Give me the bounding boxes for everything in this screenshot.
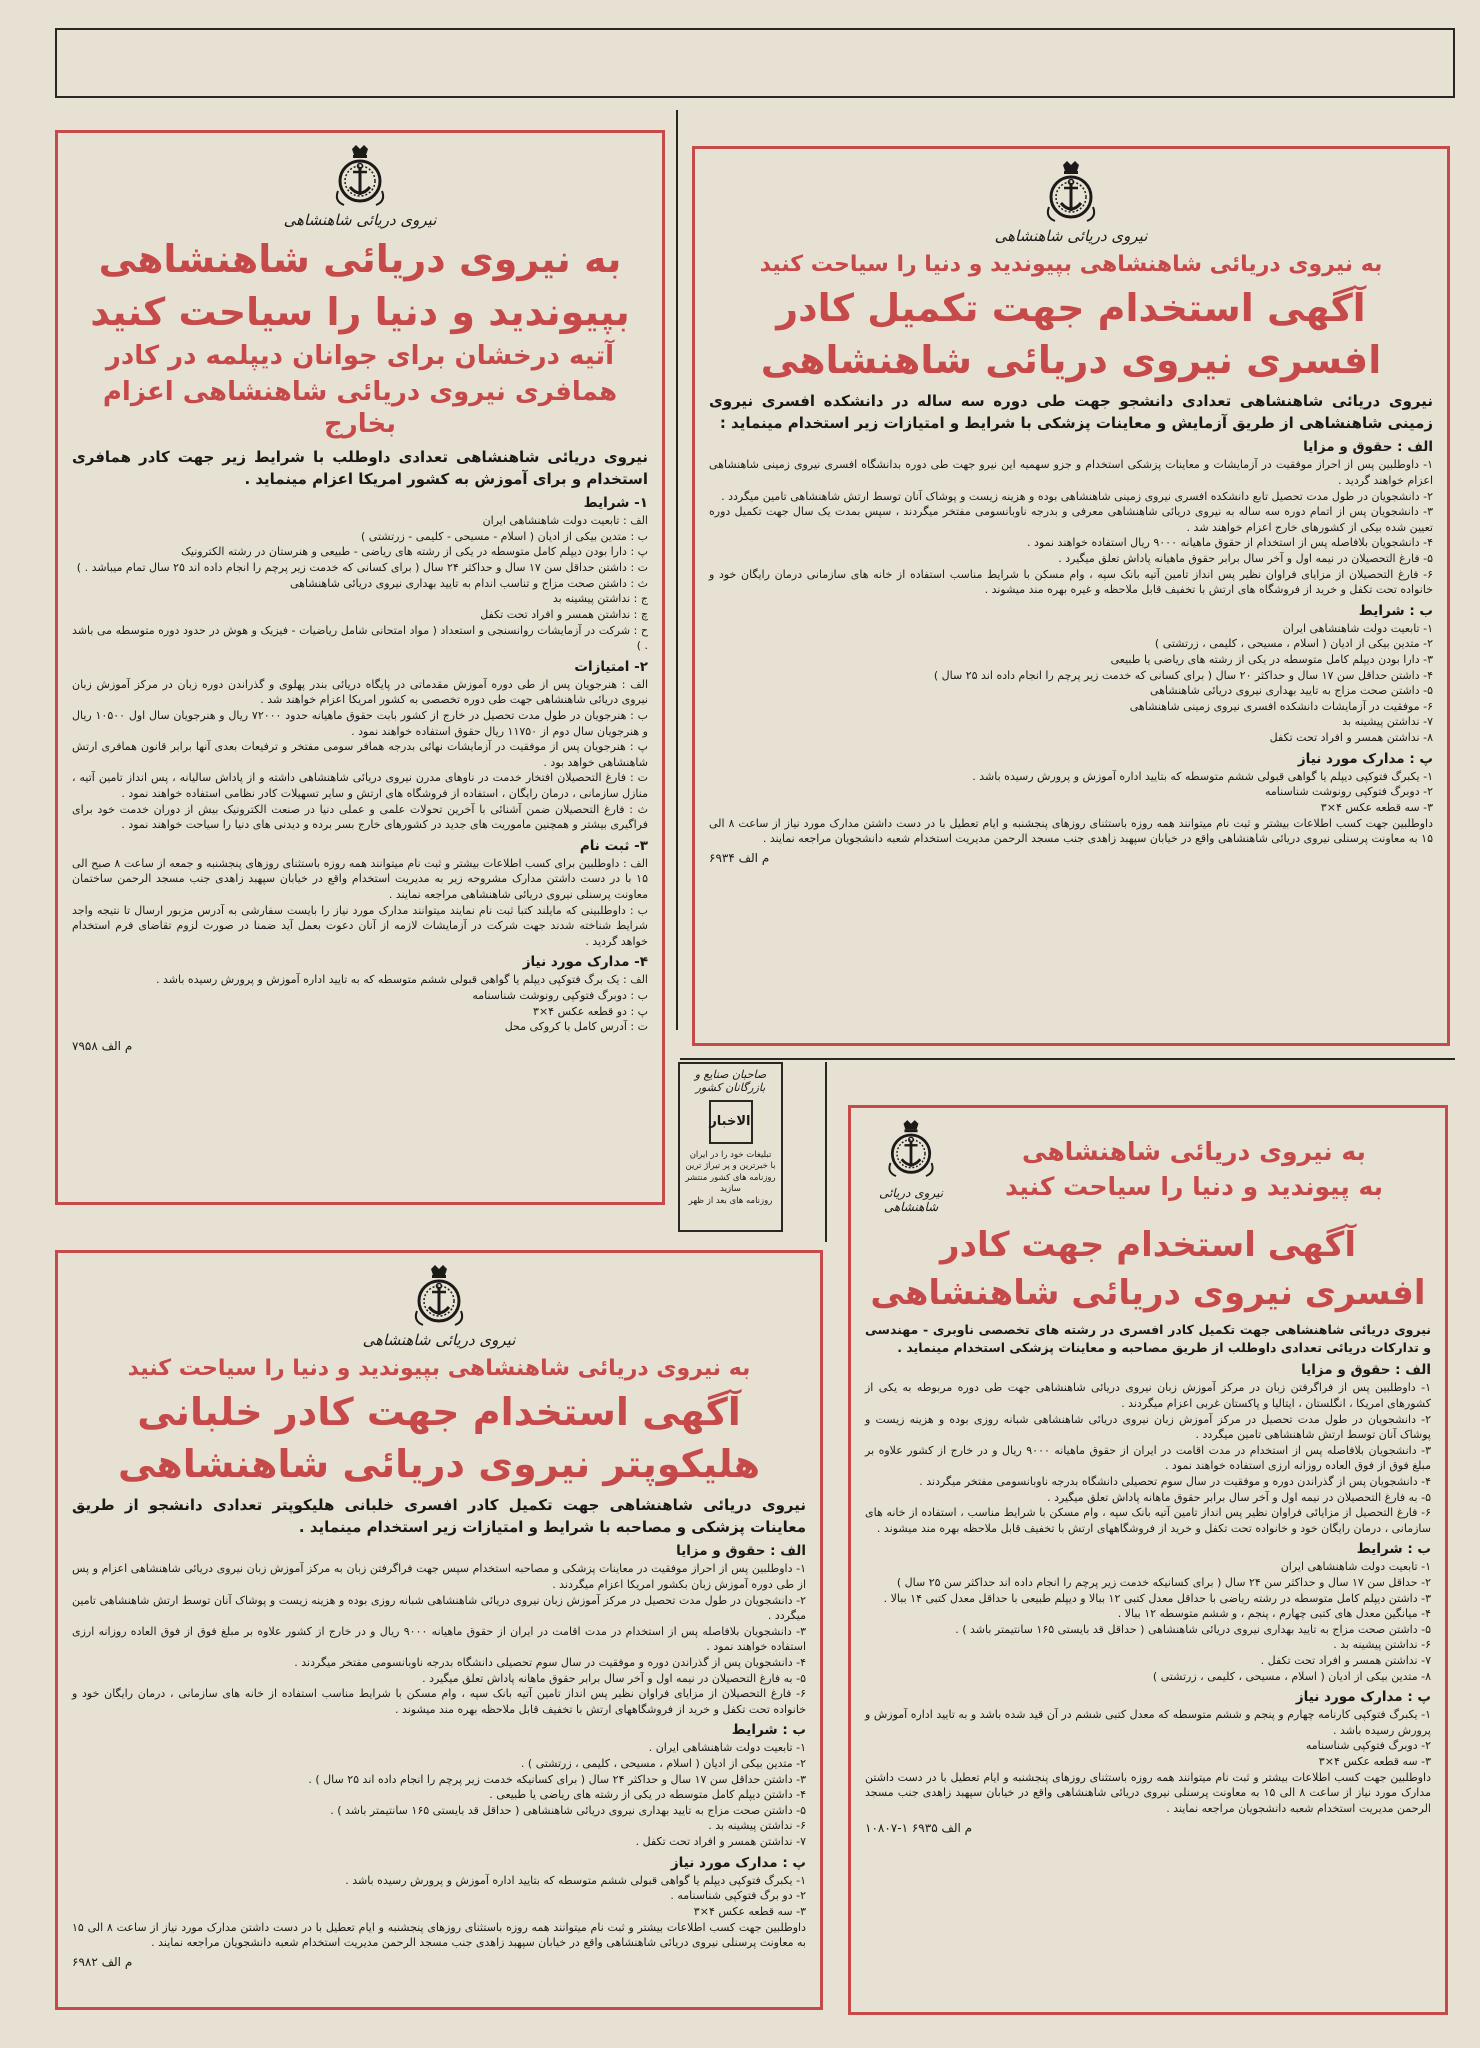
ad-headline: به نیروی دریائی شاهنشاهی [98, 237, 622, 281]
section-title: ۴- مدارک مورد نیاز [522, 954, 648, 971]
navy-brand-signature: نیروی دریائی شاهنشاهی [878, 1186, 944, 1214]
ad-reference-code: م الف ۶۹۳۴ [709, 850, 770, 865]
section-line: ح : شرکت در آزمایشات روانسنجی و استعداد ( مواد امتحانی شامل ریاضیات - فیزیک و هوش در حدود دوره متوسطه می باشد . ) [72, 623, 648, 653]
section-line: الف : تابعیت دولت شاهنشاهی ایران [482, 514, 648, 528]
section-line: ۵- داشتن صحت مزاج به تایید بهداری نیروی دریائی شاهنشاهی ( حداقل قد بایستی ۱۶۵ سانتیمتر باشد ) . [955, 1622, 1431, 1636]
navy-brand-signature: نیروی دریائی شاهنشاهی [362, 1331, 516, 1349]
section-line: ۱- داوطلبین پس از احراز موفقیت در آزمایشات و معاینات پزشکی استخدام و جزو سهمیه این نیرو جهت طی دوره بدانشگاه افسری نیروی زمینی شاهنشاهی اعزام خواهند گردید . [709, 458, 1433, 487]
section-line: ۴- میانگین معدل های کتبی چهارم ، پنجم ، و ششم متوسطه ۱۲ ببالا . [1117, 1607, 1431, 1621]
ad-homafar-recruitment [55, 130, 665, 1205]
section-line: ۴- داشتن دیپلم کامل متوسطه در یکی از رشته های ریاضی یا طبیعی . [489, 1788, 806, 1802]
sponsor-line: با خبرترین و پر تیراژ ترین [685, 1161, 776, 1172]
newspaper-logo: الاخبار [709, 1100, 753, 1144]
section-line: ۳- دارا بودن دیپلم کامل متوسطه در یکی از رشته های ریاضی یا طبیعی [1110, 653, 1433, 667]
section-line: پ : دارا بودن دیپلم کامل متوسطه در یکی از رشته های ریاضی - طبیعی و هنرستان در رشته الکترونیک [181, 545, 648, 559]
ad-headline: هلیکوپتر نیروی دریائی شاهنشاهی [117, 1442, 761, 1487]
section-line: ۲- دوبرگ فتوکپی رونوشت شناسنامه [1265, 785, 1433, 799]
anchor-crown-emblem-icon [409, 1263, 469, 1329]
section-line: ۷- نداشتن پیشینه بد [1342, 715, 1433, 729]
row-divider [680, 1058, 1455, 1060]
section-line: ۱- یکبرگ فتوکپی کارنامه چهارم و پنجم و ششم متوسطه که معدل کتبی ششم در آن قید شده باشد و به تایید اداره آموزش و پرورش رسیده باشد . [865, 1708, 1431, 1737]
section-line: ۶- نداشتن پیشینه بد . [708, 1819, 806, 1833]
section-title: الف : حقوق و مزایا [1303, 439, 1433, 456]
masthead-frame [55, 28, 1455, 98]
section-line: ۱- تابعیت دولت شاهنشاهی ایران . [648, 1741, 806, 1755]
section-line: ۳- دانشجویان پس از اتمام دوره سه ساله به نیروی دریائی شاهنشاهی معرفی و بدرجه ناوبانسومی مفتخر میگردند ، سپس بمدت یک سال جهت تکمیل دوره تعیین شده بیکی از کشورهای خارج اعزام خواهند شد . [709, 505, 1433, 534]
ad-sections [709, 439, 1433, 846]
section-line: ۳- دانشجویان بلافاصله پس از استخدام در مدت اقامت در ایران از حقوق ماهیانه ۹۰۰۰ ریال و در خارج از کشور علاوه بر مبلغ فوق از فوق العاده روزانه ارزی استفاده خواهند نمود . [72, 1624, 806, 1654]
ad-intro: نیروی دریائی شاهنشاهی جهت تکمیل کادر افسری در رشته های تخصصی ناوبری - مهندسی و تدارکات دریائی تعدادی داوطلب از طریق مصاحبه و معاینات پزشکی استخدام مینماید . [865, 1322, 1431, 1356]
section-line: ۱- داوطلبین پس از احراز موفقیت در معاینات پزشکی و مصاحبه استخدام سپس جهت فراگرفتن زبان به مرکز آموزش زبان نیروی دریائی شاهنشاهی اعزام و پس از طی دوره آموزش زبان بکشور امریکا اعزام میگردند . [72, 1562, 806, 1591]
ad-reference-code: م الف ۶۹۳۵ ۱-۱۰۸۰۷ [865, 1820, 973, 1835]
ad-naval-officer-cadre [848, 1105, 1448, 2015]
anchor-crown-emblem-icon [883, 1118, 939, 1180]
column-divider [676, 110, 678, 1030]
section-line: ۸- نداشتن همسر و افراد تحت تکفل [1269, 731, 1433, 745]
newspaper-sponsor-box [678, 1062, 783, 1232]
section-line: ۲- دانشجویان در طول مدت تحصیل تابع دانشکده افسری نیروی زمینی شاهنشاهی بوده و هزینه زیست و پوشاک آنان توسط ارتش شاهنشاهی تامین میگردد . [721, 489, 1433, 503]
ad-headline-top: به نیروی دریائی شاهنشاهی بپیوندید و دنیا را سیاحت کنید [759, 252, 1383, 277]
ad-helicopter-pilot [55, 1250, 823, 2010]
ad-headline: آگهی استخدام جهت کادر خلبانی [137, 1389, 741, 1434]
ad-headline: افسری نیروی دریائی شاهنشاهی [760, 338, 1382, 383]
sponsor-line: روزنامه های کشور منتشر سازید [685, 1172, 776, 1195]
section-line: ب : دوبرگ فتوکپی رونوشت شناسنامه [472, 989, 648, 1003]
navy-brand-signature: نیروی دریائی شاهنشاهی [994, 227, 1148, 245]
ad-reference-code: م الف ۶۹۸۲ [72, 1954, 133, 1969]
section-line: ۱- تابعیت دولت شاهنشاهی ایران [1282, 621, 1433, 635]
ad-sections [72, 1543, 806, 1950]
section-line: ۵- داشتن صحت مزاج به تایید بهداری نیروی دریائی شاهنشاهی ( حداقل قد بایستی ۱۶۵ سانتیمتر باشد ) . [330, 1803, 806, 1817]
section-line: داوطلبین جهت کسب اطلاعات بیشتر و ثبت نام میتوانند همه روزه باستثنای روزهای پنجشنبه و ایام تعطیل با در دست داشتن مدارک مورد نیاز از ساعت ۸ الی ۱۵ به معاونت پرسنلی نیروی دریائی شاهنشاهی واقع در خیابان سپهبد زاهدی جنب مسجد الرحمن مدیریت استخدام شعبه دانشجویان مراجعه نمایند . [865, 1770, 1432, 1815]
section-line: ۱- یکبرگ فتوکپی دیپلم یا گواهی قبولی ششم متوسطه که بتایید اداره آموزش و پرورش رسیده باشد . [345, 1873, 806, 1887]
section-title: ۳- ثبت نام [579, 837, 648, 854]
section-line: ۲- دانشجویان در طول مدت تحصیل در مرکز آموزش زبان نیروی دریائی شاهنشاهی شبانه روزی بوده و هزینه زیست و پوشاک آنان توسط ارتش شاهنشاهی تامین میگردد . [865, 1412, 1431, 1442]
ad-officer-recruitment [692, 146, 1450, 1046]
section-line: ۲- دوبرگ فتوکپی شناسنامه [1305, 1739, 1431, 1753]
anchor-crown-emblem-icon [330, 143, 390, 209]
section-line: ۲- دو برگ فتوکپی شناسنامه . [670, 1889, 806, 1903]
ad-headline-top: به نیروی دریائی شاهنشاهی بپیوندید و دنیا را سیاحت کنید [127, 1356, 751, 1381]
section-line: ۴- دانشجویان پس از گذراندن دوره و موفقیت در سال سوم تحصیلی دانشگاه بدرجه ناوبانسومی مفتخر میگردند . [294, 1656, 806, 1669]
section-line: داوطلبین جهت کسب اطلاعات بیشتر و ثبت نام میتوانند همه روزه باستثنای روزهای پنجشنبه و ایام تعطیل با در دست داشتن مدارک مورد نیاز از ساعت ۸ الی ۱۵ به معاونت پرسنلی نیروی دریائی شاهنشاهی واقع در خیابان سپهبد زاهدی جنب مسجد الرحمن مدیریت استخدام شعبه دانشجویان مراجعه نمایند . [709, 816, 1433, 846]
section-line: ب : متدین بیکی از ادیان ( اسلام - مسیحی - کلیمی - زرتشتی ) [360, 529, 648, 543]
section-line: الف : یک برگ فتوکپی دیپلم یا گواهی قبولی ششم متوسطه که به تایید اداره آموزش و پرورش رسیده باشد . [156, 973, 648, 987]
section-line: ۴- دانشجویان بلافاصله پس از استخدام از حقوق ماهیانه ۹۰۰۰ ریال استفاده خواهند نمود . [1027, 536, 1433, 550]
section-line: ۳- داشتن دیپلم کامل متوسطه در رشته ریاضی با حداقل معدل کتبی ۱۲ ببالا و دیپلم طبیعی با حداقل معدل کتبی ۱۴ ببالا . [883, 1591, 1431, 1605]
section-line: ث : فارغ التحصیلان ضمن آشنائی با آخرین تحولات علمی و عملی دنیا در صنعت الکترونیک بیش از دوران خدمت خود برای فراگیری بیشتر و همچنین ماموریت های جدید در کشورهای خارج بسر برده و دیدنی های دنیا را سیاحت خواهند نمود . [72, 802, 648, 832]
section-line: ۵- فارغ التحصیلان در نیمه اول و آخر سال برابر حقوق ماهیانه پاداش تعلق میگیرد . [1058, 552, 1433, 565]
ad-headline: به پیوندید و دنیا را سیاحت کنید [1004, 1171, 1384, 1201]
section-line: ۷- نداشتن همسر و افراد تحت تکفل . [1260, 1654, 1431, 1668]
ad-headline: بپیوندید و دنیا را سیاحت کنید [90, 289, 630, 334]
section-line: ۳- داشتن حداقل سن ۱۷ سال و حداکثر ۲۴ سال ( برای کسانیکه خدمت زیر پرچم را انجام داده اند ۲۵ سال ) . [308, 1772, 806, 1786]
ad-intro: نیروی دریائی شاهنشاهی جهت تکمیل کادر افسری خلبانی هلیکوپتر تعدادی دانشجو از طریق معاینات پزشکی و مصاحبه با شرایط و امتیازات زیر استخدام مینماید . [72, 1495, 806, 1536]
section-line: پ : هنرجویان پس از موفقیت در آزمایشات نهائی بدرجه همافر سومی مفتخر و ترفیعات بعدی آنها برابر قانون همافری ارتش شاهنشاهی خواهد بود . [72, 740, 648, 769]
section-line: ۶- موفقیت در آزمایشات دانشکده افسری نیروی زمینی شاهنشاهی [1129, 699, 1433, 713]
section-line: ۶- فارغ التحصیلان از مزایای فراوان نظیر پس انداز تامین آتیه بانک سپه ، وام مسکن با شرایط مناسب استفاده از خانه های سازمانی ، درمان رایگان خود و خانواده تحت تکفل و خرید از فروشگاههای ارتش با تخفیف قابل ملاحظه بهره مند میشوند . [72, 1687, 806, 1716]
section-title: پ : مدارک مورد نیاز [670, 1854, 806, 1871]
section-title: ب : شرایط [1358, 602, 1433, 619]
section-title: ۲- امتیازات [574, 658, 648, 675]
section-line: ت : داشتن حداقل سن ۱۷ سال و حداکثر ۲۴ سال ( برای کسانی که خدمت زیر پرچم را انجام داده اند ۲۵ سال تمام میباشد . ) [76, 561, 648, 575]
navy-brand-signature: نیروی دریائی شاهنشاهی [283, 211, 437, 229]
ad-subhead: همافری نیروی دریائی شاهنشاهی اعزام بخارج [102, 376, 618, 440]
ad-intro: نیروی دریائی شاهنشاهی تعدادی دانشجو جهت طی دوره سه ساله در دانشکده افسری نیروی زمینی شاهنشاهی از طریق آزمایش و معاینات پزشکی با شرایط و امتیازات زیر استخدام مینماید : [709, 391, 1433, 432]
section-line: چ : نداشتن همسر و افراد تحت تکفل [480, 607, 648, 621]
ad-sections [72, 495, 648, 1035]
section-line: ب : هنرجویان در طول مدت تحصیل در خارج از کشور بابت حقوق ماهیانه حدود ۷۲۰۰۰ ریال و هنرجویان سال اول ۱۰۵۰۰ ریال و هنرجویان سال دوم از ۱۱۷۵۰ ریال حقوق استفاده خواهند نمود . [72, 708, 648, 738]
ad-sections [865, 1362, 1431, 1816]
ad-subhead: آتیه درخشان برای جوانان دیپلمه در کادر [105, 341, 615, 372]
section-title: الف : حقوق و مزایا [676, 1543, 806, 1560]
section-title: ۱- شرایط [583, 495, 648, 512]
ad-headline: به نیروی دریائی شاهنشاهی [1022, 1137, 1366, 1167]
section-line: ۵- به فارغ التحصیلان در نیمه اول و آخر سال برابر حقوق ماهانه پاداش تعلق میگیرد . [1047, 1490, 1431, 1504]
section-line: ۳- سه قطعه عکس ۴×۳ [1320, 800, 1433, 814]
section-line: الف : هنرجویان پس از طی دوره آموزش مقدماتی در پایگاه دریائی بندر پهلوی و گذراندن دوره زبان در مرکز آموزش زبان نیروی دریائی شاهنشاهی جهت طی دوره تخصصی به کشور امریکا اعزام خواهند شد . [72, 677, 648, 707]
sponsor-line: روزنامه های بعد از ظهر [688, 1195, 773, 1206]
section-line: ۷- نداشتن همسر و افراد تحت تکفل . [635, 1835, 806, 1849]
section-line: ۲- متدین بیکی از ادیان ( اسلام ، مسیحی ، کلیمی ، زرتشتی ) . [520, 1757, 806, 1771]
sponsor-line: تبلیغات خود را در ایران [689, 1150, 772, 1160]
section-line: ۸- متدین بیکی از ادیان ( اسلام ، مسیحی ، کلیمی ، زرتشتی ) [1152, 1669, 1431, 1683]
section-line: ۲- حداقل سن ۱۷ سال و حداکثر سن ۲۴ سال ( برای کسانیکه خدمت زیر پرچم را انجام داده اند حداکثر سن ۲۵ سال ) [896, 1575, 1431, 1589]
section-line: ت : آدرس کامل با کروکی محل [504, 1020, 648, 1034]
ad-reference-code: م الف ۷۹۵۸ [72, 1038, 133, 1053]
column-divider [825, 1062, 827, 1242]
ad-headline: افسری نیروی دریائی شاهنشاهی [870, 1272, 1426, 1313]
section-title: پ : مدارک مورد نیاز [1297, 750, 1433, 767]
section-title: ب : شرایط [1356, 1541, 1431, 1558]
section-line: ب : داوطلبینی که مایلند کتبا ثبت نام نمایند میتوانند مدارک مورد نیاز را بایست سفارشی به آدرس مزبور ارسال تا نتیجه واجد شرایط شناخته شدند جهت شرکت در آزمایشات لازمه از آنان دعوت بعمل آید ضمنا در صورت لزوم تقاضای فرم استخدام خواهد گردید . [72, 903, 648, 948]
section-line: ت : فارغ التحصیلان افتخار خدمت در ناوهای مدرن نیروی دریائی شاهنشاهی داشته و از پاداش سالیانه ، پس انداز تامین آتیه ، منازل سازمانی ، درمان رایگان ، استفاده از فروشگاه های ارتش و سایر تسهیلات کادر نظامی استفاده خواهند نمود . [72, 771, 648, 800]
section-line: ۱- داوطلبین پس از فراگرفتن زبان در مرکز آموزش زبان نیروی دریائی شاهنشاهی جهت طی دوره مربوطه به یکی از کشورهای امریکا ، انگلستان ، ایتالیا و پاکستان غربی اعزام میگردند . [865, 1381, 1431, 1410]
sponsor-title: صاحبان صنایع و بازرگانان کشور [694, 1068, 767, 1094]
ad-headline: آگهی استخدام جهت کادر [940, 1225, 1356, 1265]
section-line: ۵- به فارغ التحصیلان در نیمه اول و آخر سال برابر حقوق ماهانه پاداش تعلق میگیرد . [422, 1671, 806, 1685]
ad-headline: آگهی استخدام جهت تکمیل کادر [776, 285, 1366, 330]
section-line: ۵- داشتن صحت مزاج به تایید بهداری نیروی دریائی شاهنشاهی [1149, 684, 1433, 698]
section-line: ۲- متدین بیکی از ادیان ( اسلام ، مسیحی ، کلیمی ، زرتشتی ) [1154, 637, 1433, 651]
section-line: ۴- دانشجویان پس از گذراندن دوره و موفقیت در سال سوم تحصیلی دانشگاه بدرجه ناوبانسومی مفتخر میگردند . [919, 1474, 1431, 1488]
section-line: ۶- نداشتن پیشینه بد . [1333, 1638, 1431, 1652]
section-line: ۳- دانشجویان بلافاصله پس از استخدام در مدت اقامت در ایران از حقوق ماهیانه ۹۰۰۰ ریال و در خارج از کشور علاوه بر مبلغ فوق از فوق العاده روزانه ارزی استفاده خواهند نمود . [865, 1443, 1431, 1473]
section-line: ۳- سه قطعه عکس ۴×۳ [693, 1904, 806, 1918]
section-line: پ : دو قطعه عکس ۴×۳ [533, 1004, 648, 1018]
section-line: ث : داشتن صحت مزاج و تناسب اندام به تایید بهداری نیروی دریائی شاهنشاهی [289, 576, 648, 590]
anchor-crown-emblem-icon [1041, 159, 1101, 225]
section-line: ۱- تابعیت دولت شاهنشاهی ایران [1280, 1560, 1431, 1574]
section-line: ۲- دانشجویان در طول مدت تحصیل در مرکز آموزش زبان نیروی دریائی شاهنشاهی شبانه روزی بوده و هزینه زیست و پوشاک آنان توسط ارتش شاهنشاهی تامین میگردد . [72, 1593, 806, 1623]
section-line: ۴- داشتن حداقل سن ۱۷ سال و حداکثر ۲۰ سال ( برای کسانی که خدمت زیر پرچم را انجام داده اند ۲۵ سال ) [933, 668, 1433, 682]
section-line: ۳- سه قطعه عکس ۴×۳ [1318, 1755, 1431, 1769]
section-line: ۱- یکبرگ فتوکپی دیپلم یا گواهی قبولی ششم متوسطه که بتایید اداره آموزش و پرورش رسیده باشد . [972, 769, 1433, 783]
section-title: الف : حقوق و مزایا [1301, 1362, 1431, 1379]
section-line: الف : داوطلبین برای کسب اطلاعات بیشتر و ثبت نام میتوانند همه روزه باستثنای روزهای پنجشنبه و جمعه از ساعت ۸ صبح الی ۱۵ با در دست داشتن مدارک مشروحه زیر به مدیریت استخدام واقع در خیابان سپهبد زاهدی جنب مسجد الرحمن ساختمان معاونت پرسنلی نیروی دریائی شاهنشاهی مراجعه نمایند . [72, 856, 648, 902]
section-title: پ : مدارک مورد نیاز [1295, 1689, 1431, 1706]
section-line: داوطلبین جهت کسب اطلاعات بیشتر و ثبت نام میتوانند همه روزه باستثنای روزهای پنجشنبه و ایام تعطیل با در دست داشتن مدارک مورد نیاز از ساعت ۸ الی ۱۵ به معاونت پرسنلی نیروی دریائی شاهنشاهی واقع در خیابان سپهبد زاهدی جنب مسجد الرحمن مدیریت استخدام شعبه دانشجویان مراجعه نمایند . [72, 1920, 806, 1950]
section-line: ج : نداشتن پیشینه بد [552, 592, 648, 606]
ad-intro: نیروی دریائی شاهنشاهی تعدادی داوطلب با شرایط زیر جهت کادر همافری استخدام و برای آموزش به کشور امریکا اعزام مینماید . [72, 447, 648, 488]
section-line: ۶- فارغ التحصیل از مزایائی فراوان نظیر پس انداز تامین آتیه بانک سپه ، وام مسکن با شرایط مناسب ، استفاده از خانه های سازمانی ، درمان رایگان خود و خانواده تحت تکفل و خرید از فروشگاههای ارتش با تخفیف قابل ملاحظه بهره مند میشوند . [865, 1506, 1431, 1535]
section-line: ۶- فارغ التحصیلان از مزایای فراوان نظیر پس انداز تامین آتیه بانک سپه ، وام مسکن با شرایط مناسب استفاده از خانه های سازمانی درمان رایگان خود و خانواده تحت تکفل و خرید از فروشگاه های ارتش با تخفیف قابل ملاحظه و غیره بهره مند میشوند . [709, 567, 1433, 597]
section-title: ب : شرایط [731, 1722, 806, 1739]
